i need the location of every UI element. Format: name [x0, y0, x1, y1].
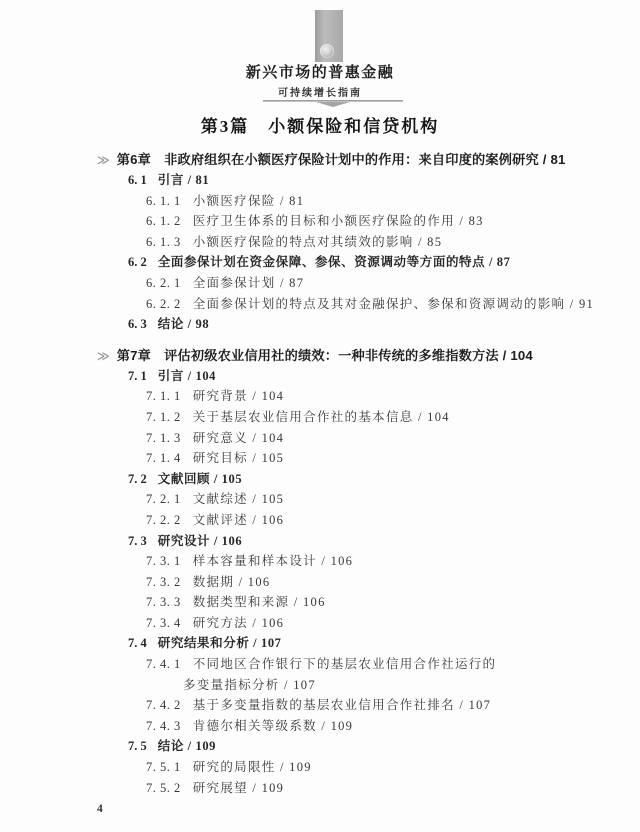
toc-number: 7. 2. 1 [146, 492, 181, 507]
bookmark-banner [315, 10, 343, 62]
toc-text: 文献评述 / 106 [192, 512, 285, 527]
toc-text: 多变量指标分析 / 107 [183, 677, 316, 692]
toc-text: 肯德尔相关等级系数 / 109 [192, 718, 354, 733]
toc-subsection-row [0, 778, 640, 799]
toc-text: 引言 / 81 [157, 173, 210, 187]
toc-text: 小额医疗保险 / 81 [192, 193, 305, 208]
toc-text: 研究意义 / 104 [192, 430, 285, 445]
toc-subsection-row [0, 654, 640, 675]
book-title: 新兴市场的普惠金融 [245, 64, 395, 81]
toc-subsection-row [0, 407, 640, 428]
toc-subsection-row [0, 191, 640, 212]
toc-number: 6. 1 [128, 173, 147, 187]
toc-subsection-row [0, 448, 640, 469]
book-subtitle: 可持续增长指南 [278, 88, 362, 99]
toc-text: 医疗卫生体系的目标和小额医疗保险的作用 / 83 [192, 214, 484, 229]
toc-section-row [0, 531, 640, 552]
page-number: 4 [97, 803, 103, 815]
toc-number: 7. 4. 1 [146, 657, 181, 672]
toc-text: 基于多变量指数的基层农业信用合作社排名 / 107 [192, 698, 492, 713]
divider-triangle-icon [316, 102, 350, 107]
toc-subsection-row [0, 695, 640, 716]
toc-section-row [0, 170, 640, 191]
toc-text: 引言 / 104 [157, 368, 217, 383]
publisher-seal-icon [320, 44, 334, 58]
toc-subsection-row [0, 757, 640, 778]
toc-text: 不同地区合作银行下的基层农业信用合作社运行的 [192, 657, 497, 672]
toc-text: 文献回顾 / 105 [157, 471, 243, 486]
toc-number: 7. 1. 4 [146, 451, 181, 466]
toc-number: 6. 1. 1 [146, 193, 181, 208]
toc-section-row [0, 469, 640, 490]
toc-text: 结论 / 98 [157, 317, 210, 332]
toc-chapter-row [0, 149, 640, 170]
toc-text: 非政府组织在小额医疗保险计划中的作用：来自印度的案例研究 / 81 [164, 152, 566, 167]
toc-chapter-row [0, 345, 640, 366]
toc-number: 7. 5. 2 [146, 780, 181, 795]
toc-subsection-row [0, 592, 640, 613]
toc-number: 7. 4 [128, 636, 147, 651]
toc-number: 6. 3 [128, 317, 147, 332]
toc-section-row [0, 633, 640, 654]
toc-subsection-row [0, 294, 640, 315]
toc-text: 研究方法 / 106 [192, 615, 285, 630]
toc-text: 研究的局限性 / 109 [192, 760, 312, 775]
toc-section-row [0, 314, 640, 335]
toc-subsection-row [0, 613, 640, 634]
toc-subsection-row [0, 572, 640, 593]
toc-number: 7. 5 [128, 739, 147, 754]
toc-text: 结论 / 109 [157, 739, 217, 754]
toc-text: 全面参保计划 / 87 [192, 275, 305, 290]
toc-subsection-row [0, 232, 640, 253]
toc-text: 文献综述 / 105 [192, 492, 285, 507]
toc-text: 小额医疗保险的特点对其绩效的影响 / 85 [192, 234, 443, 249]
toc-subsection-row [0, 428, 640, 449]
chapter-marker-icon: ≫ [97, 348, 110, 363]
toc-number: 7. 3. 2 [146, 574, 181, 589]
toc-text: 全面参保计划的特点及其对金融保护、参保和资源调动的影响 / 91 [192, 296, 595, 311]
toc-subsection-row [0, 716, 640, 737]
toc-text: 研究设计 / 106 [157, 533, 243, 548]
toc-subsection-row [0, 386, 640, 407]
toc-text: 关于基层农业信用合作社的基本信息 / 104 [192, 409, 450, 424]
toc-number: 6. 2 [128, 255, 147, 270]
toc-number: 7. 4. 3 [146, 718, 181, 733]
toc-number: 7. 2 [128, 471, 147, 486]
toc-subsection-row [0, 273, 640, 294]
toc-subsection-row [0, 510, 640, 531]
toc-number: 7. 3. 3 [146, 595, 181, 610]
table-of-contents [0, 149, 640, 798]
toc-subsection-row [0, 211, 640, 232]
toc-text: 全面参保计划在资金保障、参保、资源调动等方面的特点 / 87 [157, 255, 511, 270]
toc-text: 评估初级农业信用社的绩效：一种非传统的多维指数方法 / 104 [164, 347, 533, 363]
part-title: 第3篇 小额保险和信贷机构 [200, 117, 440, 136]
toc-number: 7. 5. 1 [146, 760, 181, 775]
toc-number: 6. 1. 3 [146, 234, 181, 249]
toc-number: 第6章 [116, 152, 152, 167]
toc-number: 7. 3 [128, 533, 147, 548]
toc-number: 7. 1. 2 [146, 409, 181, 424]
toc-text: 研究结果和分析 / 107 [157, 636, 282, 651]
toc-subsection-continuation [0, 675, 640, 696]
chapter-marker-icon: ≫ [97, 153, 110, 167]
toc-subsection-row [0, 551, 640, 572]
toc-number: 7. 2. 2 [146, 512, 181, 527]
toc-number: 第7章 [116, 347, 152, 363]
toc-number: 6. 2. 1 [146, 275, 181, 290]
toc-section-row [0, 736, 640, 757]
toc-number: 7. 3. 1 [146, 554, 181, 569]
toc-text: 研究展望 / 109 [192, 780, 285, 795]
toc-text: 数据类型和来源 / 106 [192, 595, 326, 610]
toc-number: 7. 1. 1 [146, 389, 181, 404]
toc-number: 6. 2. 2 [146, 296, 181, 311]
toc-number: 6. 1. 2 [146, 214, 181, 229]
toc-text: 数据期 / 106 [192, 574, 271, 589]
toc-text: 样本容量和样本设计 / 106 [192, 554, 354, 569]
toc-subsection-row [0, 489, 640, 510]
toc-number: 7. 1. 3 [146, 430, 181, 445]
toc-number: 7. 4. 2 [146, 698, 181, 713]
toc-number: 7. 1 [128, 368, 147, 383]
toc-number: 7. 3. 4 [146, 615, 181, 630]
toc-section-row [0, 252, 640, 273]
toc-text: 研究目标 / 105 [192, 451, 285, 466]
toc-text: 研究背景 / 104 [192, 389, 285, 404]
toc-section-row [0, 366, 640, 387]
